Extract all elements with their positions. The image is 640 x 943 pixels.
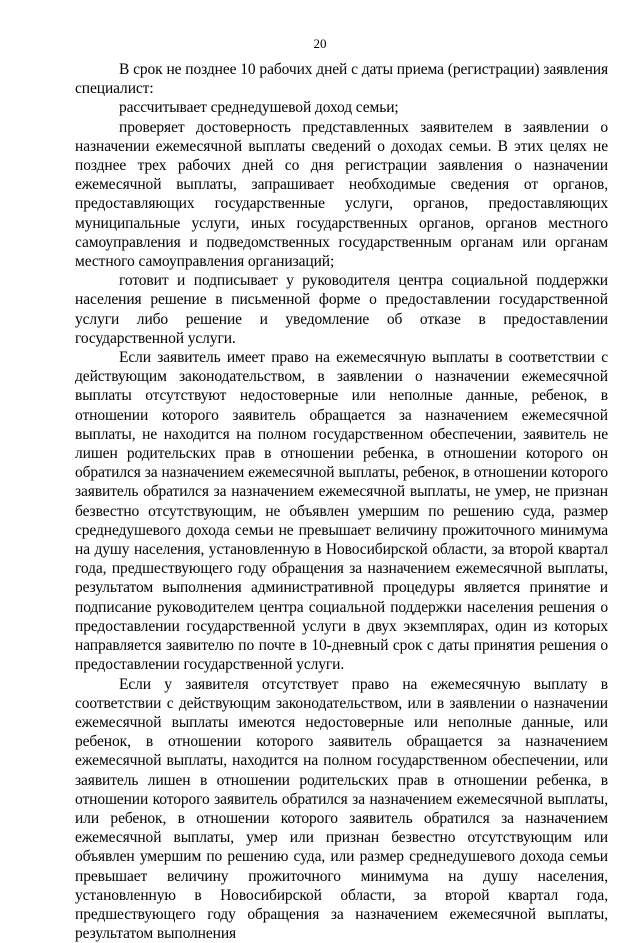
page-number: 20	[0, 36, 640, 52]
paragraph-deadline: В срок не позднее 10 рабочих дней с даты приема (регистрации) заявления специалист:	[75, 60, 608, 98]
paragraph-verifies-income: проверяет достоверность представленных заявителем в заявлении о назначении ежемесячной выплаты сведений о доходах семьи. В этих целях не позднее трех рабочих дней со дня регистрации заявления о назначении ежемесячной выплаты, запрашивает необходимые сведения от органов, предоставляющих государственные услуги, органов, предоставляющих муниципальные услуги, иных государственных органов, органов местного самоуправления и подведомственных государственным органам или органам местного самоуправления организаций;	[75, 118, 608, 272]
paragraph-calculates-income: рассчитывает среднедушевой доход семьи;	[75, 98, 608, 117]
paragraph-prepares-decision: готовит и подписывает у руководителя центра социальной поддержки населения решение в письменной форме о предоставлении государственной услуги либо решение и уведомление об отказе в предоставлении государственной услуги.	[75, 271, 608, 348]
document-body	[75, 60, 608, 943]
paragraph-entitled-case: Если заявитель имеет право на ежемесячную выплаты в соответствии с действующим законодательством, в заявлении о назначении ежемесячной выплаты отсутствуют недостоверные или неполные данные, ребенок, в отношении которого заявитель обращается за назначением ежемесячной выплаты, не находится на полном государственном обеспечении, заявитель не лишен родительских прав в отношении ребенка, в отношении которого он обратился за назначением ежемесячной выплаты, ребенок, в отношении которого заявитель обратился за назначением ежемесячной выплаты, не умер, не признан безвестно отсутствующим, не объявлен умершим по решению суда, размер среднедушевого дохода семьи не превышает величину прожиточного минимума на душу населения, установленную в Новосибирской области, за второй квартал года, предшествующего году обращения за назначением ежемесячной выплаты, результатом выполнения административной процедуры является принятие и подписание руководителем центра социальной поддержки населения решения о предоставлении государственной услуги в двух экземплярах, один из которых направляется заявителю по почте в 10-дневный срок с даты принятия решения о предоставлении государственной услуги.	[75, 348, 608, 674]
paragraph-not-entitled-case: Если у заявителя отсутствует право на ежемесячную выплату в соответствии с действующим законодательством, или в заявлении о назначении ежемесячной выплаты имеются недостоверные или неполные данные, или ребенок, в отношении которого заявитель обращается за назначением ежемесячной выплаты, находится на полном государственном обеспечении, или заявитель лишен в отношении родительских прав в отношении ребенка, в отношении которого заявитель обратился за назначением ежемесячной выплаты, или ребенок, в отношении которого заявитель обратился за назначением ежемесячной выплаты, умер или признан безвестно отсутствующим или объявлен умершим по решению суда, или размер среднедушевого дохода семьи превышает величину прожиточного минимума на душу населения, установленную в Новосибирской области, за второй квартал года, предшествующего году обращения за назначением ежемесячной выплаты, результатом выполнения	[75, 675, 608, 943]
